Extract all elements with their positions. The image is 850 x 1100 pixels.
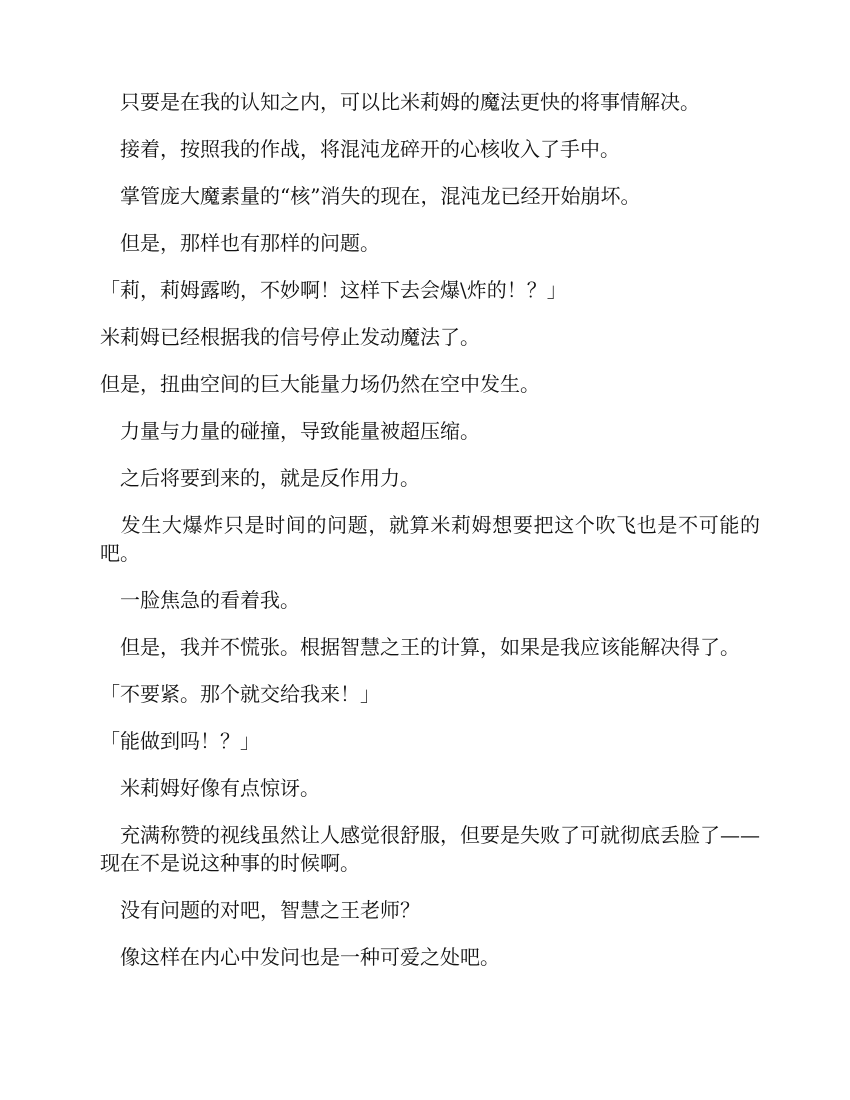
paragraph: 一脸焦急的看着我。	[100, 588, 300, 612]
dialogue-line: 「不要紧。那个就交给我来！」	[100, 682, 380, 706]
paragraph: 像这样在内心中发问也是一种可爱之处吧。	[100, 945, 500, 969]
paragraph: 但是，我并不慌张。根据智慧之王的计算，如果是我应该能解决得了。	[100, 635, 740, 659]
paragraph: 充满称赞的视线虽然让人感觉很舒服，但要是失败了可就彻底丢脸了——现在不是说这种事的时候啊。	[100, 823, 760, 875]
paragraph: 没有问题的对吧，智慧之王老师？	[100, 898, 420, 922]
paragraph: 米莉姆好像有点惊讶。	[100, 776, 320, 800]
dialogue-line: 「能做到吗！？」	[100, 729, 260, 753]
paragraph: 掌管庞大魔素量的“核”消失的现在，混沌龙已经开始崩坏。	[100, 184, 641, 208]
dialogue-line: 「莉，莉姆露哟，不妙啊！这样下去会爆\炸的！？」	[100, 278, 567, 302]
document-page	[100, 88, 760, 971]
paragraph: 之后将要到来的，就是反作用力。	[100, 466, 420, 490]
paragraph: 但是，扭曲空间的巨大能量力场仍然在空中发生。	[100, 372, 540, 396]
paragraph: 但是，那样也有那样的问题。	[100, 231, 380, 255]
paragraph: 接着，按照我的作战，将混沌龙碎开的心核收入了手中。	[100, 137, 620, 161]
paragraph: 只要是在我的认知之内，可以比米莉姆的魔法更快的将事情解决。	[100, 90, 700, 114]
paragraph: 米莉姆已经根据我的信号停止发动魔法了。	[100, 325, 480, 349]
paragraph: 力量与力量的碰撞，导致能量被超压缩。	[100, 419, 480, 443]
paragraph: 发生大爆炸只是时间的问题，就算米莉姆想要把这个吹飞也是不可能的吧。	[100, 513, 760, 565]
